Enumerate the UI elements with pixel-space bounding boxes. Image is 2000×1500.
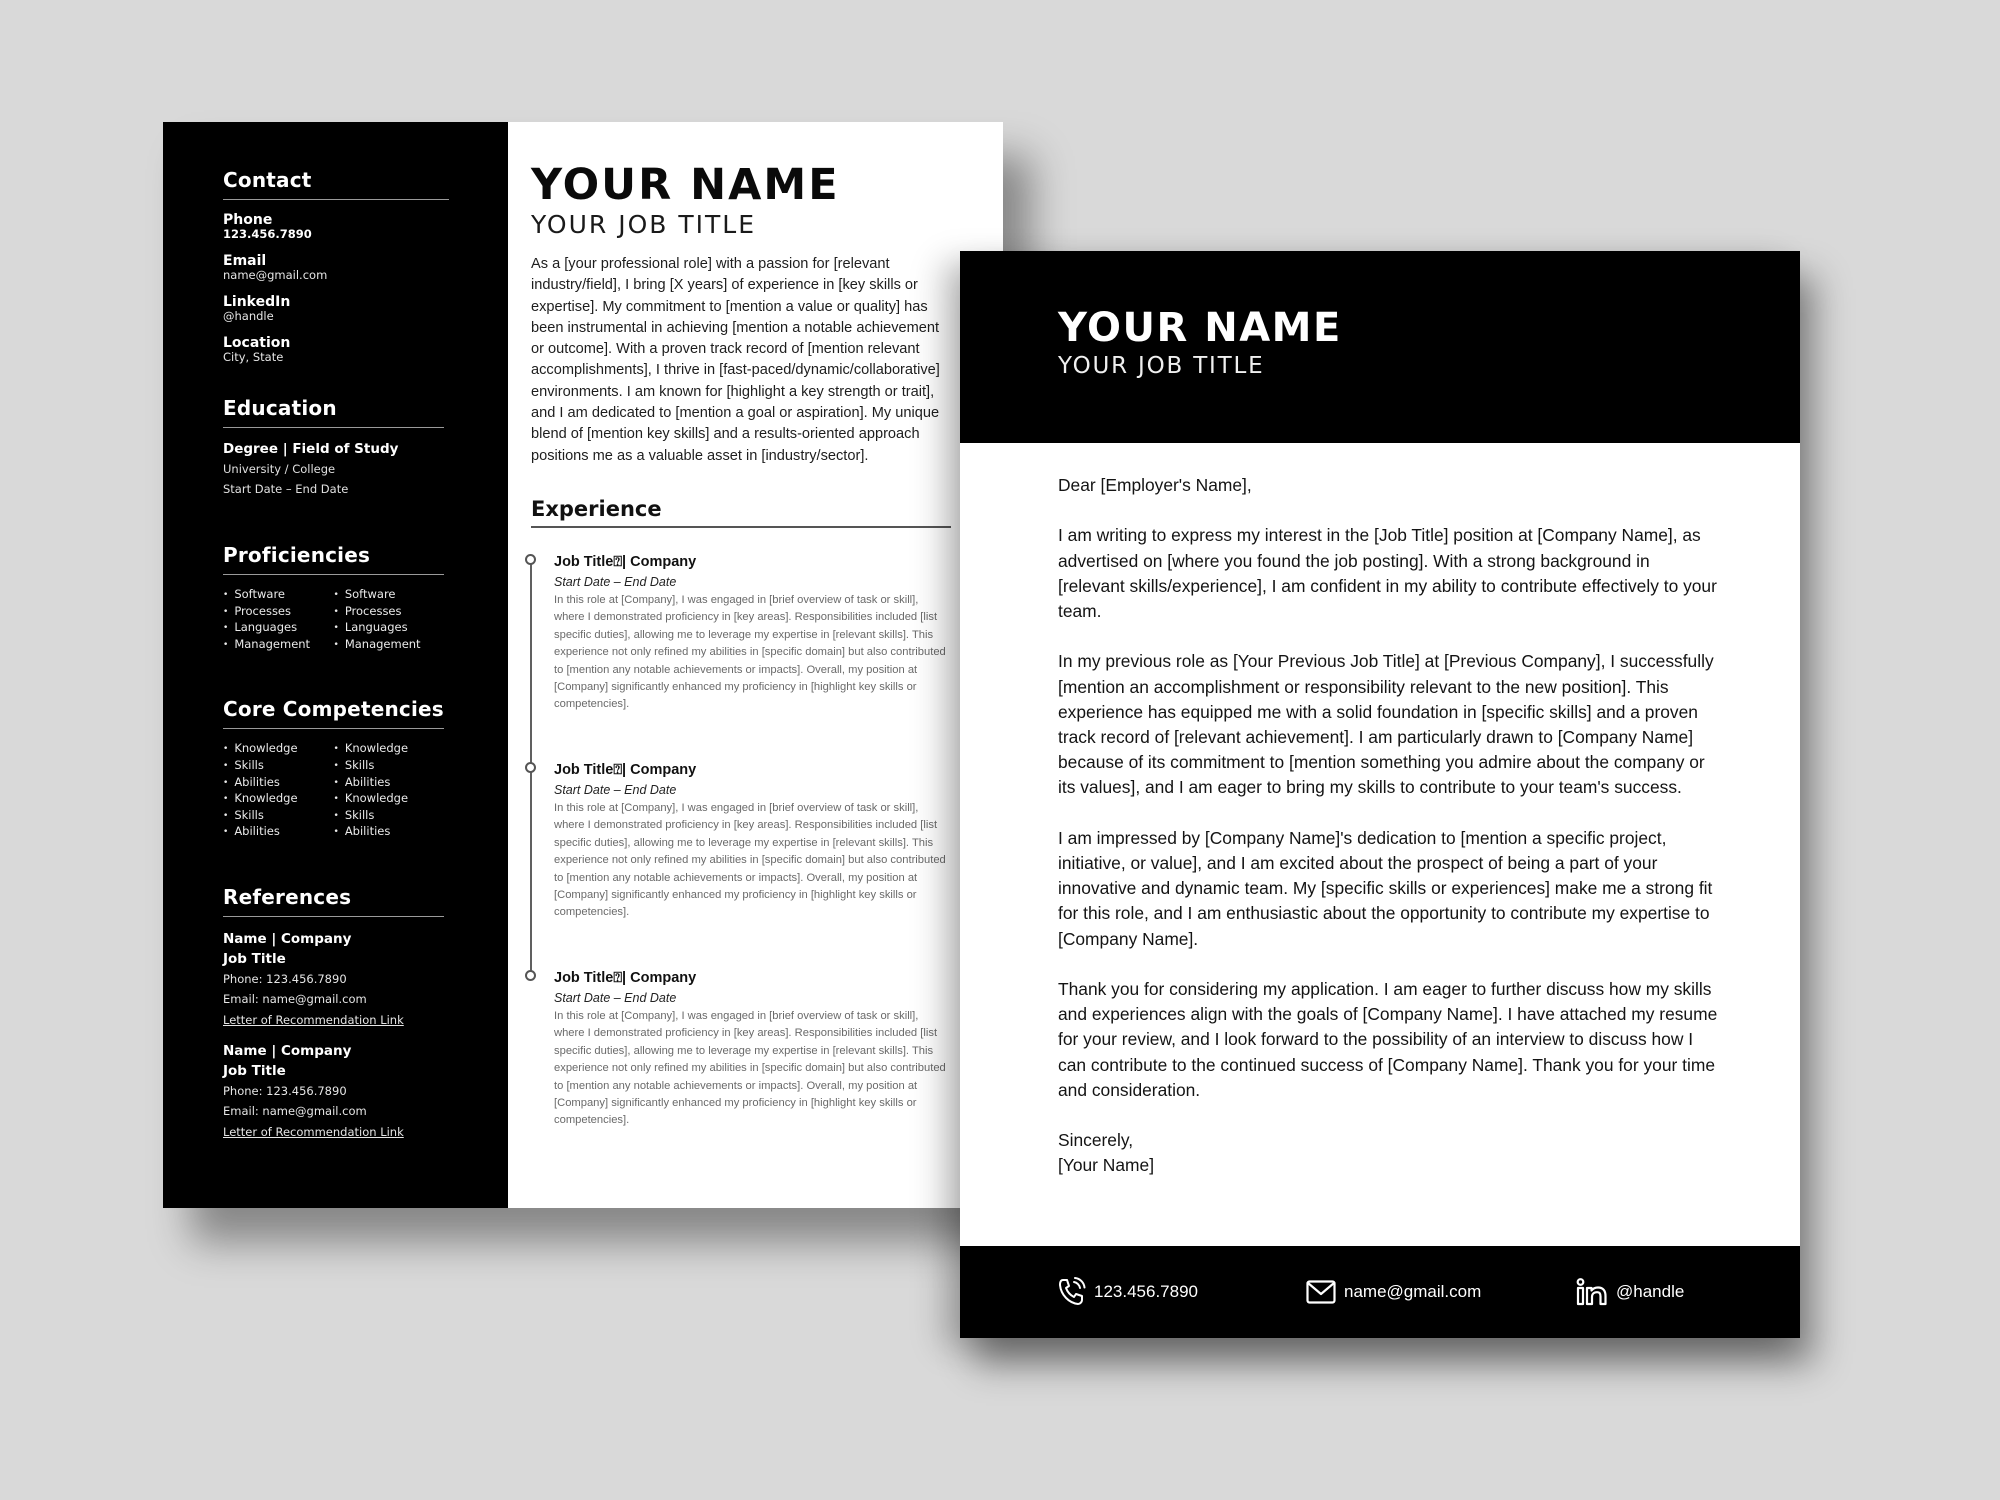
contact-value: 123.456.7890 <box>223 227 312 241</box>
cover-letter-body <box>960 443 1800 1179</box>
recommendation-link[interactable]: Letter of Recommendation Link <box>223 1124 404 1139</box>
references-section <box>223 885 444 1153</box>
experience-dates: Start Date – End Date <box>554 782 677 797</box>
contact-section <box>223 168 449 364</box>
experience-description: In this role at [Company], I was engaged in [brief overview of task or skill], where I demonstrated proficiency in [key areas]. Responsibilities included [list specific duties], allowing me to leverage my expertise in [relevant skills]. This experience not only refined my abilities in [specific domain] but also contributed to [mention any notable achievements or impacts]. Overall, my position at [Company] significantly enhanced my proficiency in [highlight key skills or competencies]. <box>554 801 946 919</box>
list-item: • Software <box>334 587 445 604</box>
reference-name-company: Name | Company <box>223 930 352 947</box>
cover-letter-page <box>960 251 1800 1338</box>
education-heading: Education <box>223 396 444 428</box>
experience-title: Job Title⍰| Company <box>554 553 697 570</box>
contact-email <box>223 253 449 282</box>
proficiencies-list <box>223 587 444 653</box>
contact-value: City, State <box>223 350 284 364</box>
list-item: • Skills <box>223 758 334 775</box>
timeline-dot-icon <box>525 762 536 773</box>
experience-title: Job Title⍰| Company <box>554 969 697 986</box>
education-dates: Start Date – End Date <box>223 482 349 496</box>
experience-dates: Start Date – End Date <box>554 574 677 589</box>
competencies-section <box>223 697 444 841</box>
reference-entry <box>223 929 444 1041</box>
competencies-column-1 <box>223 741 334 841</box>
experience-description: In this role at [Company], I was engaged in [brief overview of task or skill], where I demonstrated proficiency in [key areas]. Responsibilities included [list specific duties], allowing me to leverage my expertise in [relevant skills]. This experience not only refined my abilities in [specific domain] but also contributed to [mention any notable achievements or impacts]. Overall, my position at [Company] significantly enhanced my proficiency in [highlight key skills or competencies]. <box>554 593 946 711</box>
reference-name-company: Name | Company <box>223 1042 352 1059</box>
experience-timeline <box>531 552 951 1176</box>
reference-phone: Phone: 123.456.7890 <box>223 971 347 986</box>
contact-location <box>223 335 449 364</box>
letter-paragraph: I am impressed by [Company Name]'s dedication to [mention a specific project, initiative, or value], and I am excited about the prospect of being a part of your innovative and dynamic team. My [specific skills or experiences] make me a strong fit for this role, and I am enthusiastic about the opportunity to contribute my expertise to [Company Name]. <box>1058 827 1713 949</box>
contact-label: LinkedIn <box>223 294 291 310</box>
experience-dates: Start Date – End Date <box>554 990 677 1005</box>
linkedin-icon <box>1576 1278 1608 1306</box>
list-item: • Knowledge <box>223 791 334 808</box>
list-item: • Abilities <box>223 824 334 841</box>
resume-sidebar <box>163 122 508 1208</box>
resume-page <box>163 122 1003 1208</box>
resume-main <box>508 122 1003 1208</box>
list-item: • Processes <box>223 604 334 621</box>
list-item: • Knowledge <box>334 741 445 758</box>
list-item: • Abilities <box>223 775 334 792</box>
education-degree: Degree | Field of Study <box>223 441 399 457</box>
reference-email: Email: name@gmail.com <box>223 1103 367 1118</box>
resume-job-title: YOUR JOB TITLE <box>531 210 756 239</box>
reference-email: Email: name@gmail.com <box>223 991 367 1006</box>
list-item: • Skills <box>334 808 445 825</box>
letter-paragraph: I am writing to express my interest in the [Job Title] position at [Company Name], as advertised on [where you found the job posting]. With a strong background in [relevant skills/experience], I am confident in my ability to contribute effectively to your team. <box>1058 525 1717 621</box>
footer-phone-text: 123.456.7890 <box>1094 1282 1198 1301</box>
list-item: • Languages <box>223 620 334 637</box>
experience-description: In this role at [Company], I was engaged in [brief overview of task or skill], where I demonstrated proficiency in [key areas]. Responsibilities included [list specific duties], allowing me to leverage my expertise in [relevant skills]. This experience not only refined my abilities in [specific domain] but also contributed to [mention any notable achievements or impacts]. Overall, my position at [Company] significantly enhanced my proficiency in [highlight key skills or competencies]. <box>554 1009 946 1127</box>
contact-value: name@gmail.com <box>223 268 328 282</box>
reference-phone: Phone: 123.456.7890 <box>223 1083 347 1098</box>
letter-paragraph: In my previous role as [Your Previous Job Title] at [Previous Company], I successfully [mention an accomplishment or responsibility relevant to the new position]. This experience has equipped me with a solid foundation in [specific skills] and a proven track record of [relevant achievement]. I am particularly drawn to [Company Name] because of its commitment to [mention something you admire about the company or its values], and I am eager to bring my skills to contribute to your team's success. <box>1058 651 1714 798</box>
cover-letter-job-title: YOUR JOB TITLE <box>1058 353 1265 379</box>
letter-paragraph: Thank you for considering my application. I am eager to further discuss how my skills and experiences align with the goals of [Company Name]. I have attached my resume for your review, and I look forward to the possibility of an interview to discuss how I can contribute to the continued success of [Company Name]. Thank you for your time and consideration. <box>1058 979 1718 1100</box>
closing: Sincerely, <box>1058 1130 1134 1151</box>
salutation: Dear [Employer's Name], <box>1058 475 1252 495</box>
education-section <box>223 396 444 499</box>
proficiencies-section <box>223 543 444 653</box>
contact-linkedin <box>223 294 449 323</box>
competencies-heading: Core Competencies <box>223 697 444 729</box>
phone-icon <box>1058 1277 1086 1307</box>
reference-job-title: Job Title <box>223 950 286 967</box>
contact-label: Email <box>223 253 267 269</box>
list-item: • Languages <box>334 620 445 637</box>
proficiencies-column-1 <box>223 587 334 653</box>
cover-letter-name: YOUR NAME <box>1058 305 1342 351</box>
competencies-list <box>223 741 444 841</box>
timeline-dot-icon <box>525 970 536 981</box>
references-heading: References <box>223 885 444 917</box>
experience-item <box>554 968 951 1176</box>
contact-heading: Contact <box>223 168 449 200</box>
contact-label: Phone <box>223 212 273 228</box>
resume-name: YOUR NAME <box>531 160 840 210</box>
experience-heading: Experience <box>531 497 951 528</box>
footer-linkedin[interactable] <box>1576 1278 1684 1306</box>
proficiencies-heading: Proficiencies <box>223 543 444 575</box>
reference-entry <box>223 1041 444 1153</box>
signature: [Your Name] <box>1058 1155 1155 1176</box>
footer-email[interactable] <box>1306 1280 1576 1304</box>
competencies-column-2 <box>334 741 445 841</box>
list-item: • Abilities <box>334 775 445 792</box>
list-item: • Abilities <box>334 824 445 841</box>
contact-phone <box>223 212 449 241</box>
recommendation-link[interactable]: Letter of Recommendation Link <box>223 1012 404 1027</box>
list-item: • Software <box>223 587 334 604</box>
list-item: • Management <box>334 637 445 654</box>
timeline-dot-icon <box>525 554 536 565</box>
footer-email-text: name@gmail.com <box>1344 1282 1482 1301</box>
list-item: • Processes <box>334 604 445 621</box>
footer-linkedin-text: @handle <box>1616 1282 1685 1301</box>
contact-value: @handle <box>223 309 274 323</box>
reference-job-title: Job Title <box>223 1062 286 1079</box>
list-item: • Skills <box>223 808 334 825</box>
experience-item <box>554 760 951 968</box>
experience-title: Job Title⍰| Company <box>554 761 697 778</box>
mail-icon <box>1306 1280 1336 1304</box>
proficiencies-column-2 <box>334 587 445 653</box>
experience-item <box>554 552 951 760</box>
list-item: • Knowledge <box>223 741 334 758</box>
list-item: • Management <box>223 637 334 654</box>
list-item: • Knowledge <box>334 791 445 808</box>
education-school: University / College <box>223 462 336 476</box>
resume-summary: As a [your professional role] with a passion for [relevant industry/field], I bring [X years] of experience in [key skills or expertise]. My commitment to [mention a value or quality] has been instrumental in achieving [mention a notable achievement or outcome]. With a proven track record of [mention relevant accomplishments], I thrive in [fast-paced/dynamic/collaborative] environments. I am known for [highlight a key strength or trait], and I am dedicated to [mention a goal or aspiration]. My unique blend of [mention key skills] and a results-oriented approach positions me as a valuable asset in [industry/sector]. <box>531 256 940 464</box>
cover-letter-header <box>960 251 1800 443</box>
cover-letter-footer <box>960 1246 1800 1338</box>
list-item: • Skills <box>334 758 445 775</box>
contact-label: Location <box>223 335 291 351</box>
footer-phone[interactable] <box>1058 1277 1306 1307</box>
